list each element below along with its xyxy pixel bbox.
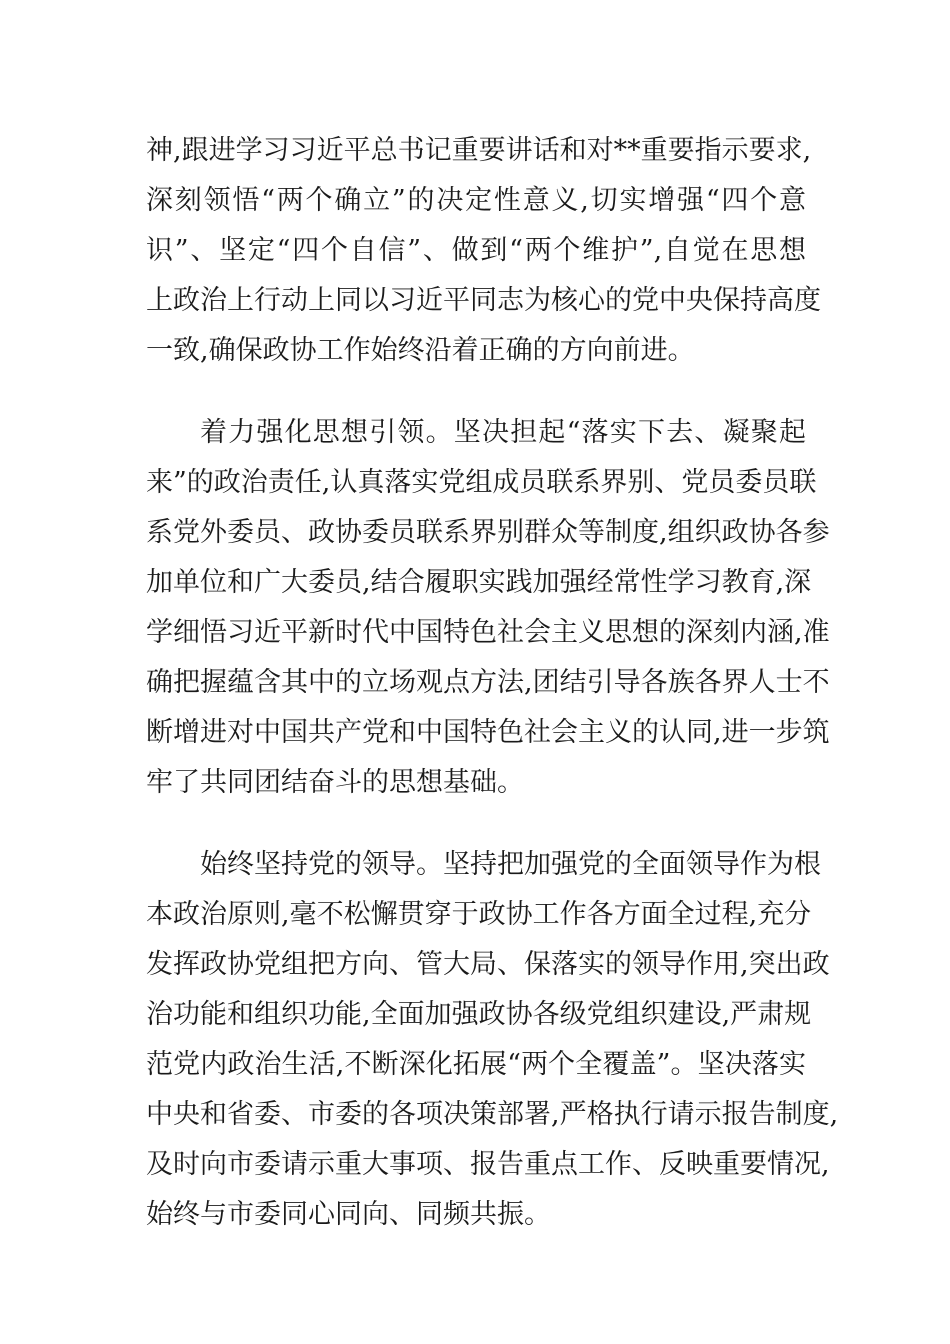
paragraph-3-line-7: 及时向市委请示重大事项、报告重点工作、反映重要情况, (146, 1149, 830, 1180)
paragraph-2-line-8: 牢了共同团结奋斗的思想基础。 (146, 767, 524, 798)
paragraph-1-line-1: 神,跟进学习习近平总书记重要讲话和对**重要指示要求, (146, 135, 812, 166)
paragraph-1-line-2: 深刻领悟“两个确立”的决定性意义,切实增强“四个意 (146, 185, 806, 216)
paragraph-3-line-2: 本政治原则,毫不松懈贯穿于政协工作各方面全过程,充分 (146, 899, 812, 930)
paragraph-2-line-4: 加单位和广大委员,结合履职实践加强经常性学习教育,深 (146, 567, 812, 598)
paragraph-1-line-3: 识”、坚定“四个自信”、做到“两个维护”,自觉在思想 (146, 235, 806, 266)
paragraph-2-line-6: 确把握蕴含其中的立场观点方法,团结引导各族各界人士不 (146, 667, 830, 698)
paragraph-1-line-5: 一致,确保政协工作始终沿着正确的方向前进。 (146, 335, 695, 366)
paragraph-1-line-4: 上政治上行动上同以习近平同志为核心的党中央保持高度 (146, 285, 821, 316)
paragraph-3-line-1: 始终坚持党的领导。坚持把加强党的全面领导作为根 (200, 849, 821, 880)
paragraph-3-line-3: 发挥政协党组把方向、管大局、保落实的领导作用,突出政 (146, 949, 830, 980)
paragraph-3-line-8: 始终与市委同心同向、同频共振。 (146, 1199, 551, 1230)
paragraph-3-line-4: 治功能和组织功能,全面加强政协各级党组织建设,严肃规 (146, 999, 812, 1030)
paragraph-2-line-3: 系党外委员、政协委员联系界别群众等制度,组织政协各参 (146, 517, 830, 548)
paragraph-3-line-6: 中央和省委、市委的各项决策部署,严格执行请示报告制度, (146, 1099, 839, 1130)
paragraph-2-line-1: 着力强化思想引领。坚决担起“落实下去、凝聚起 (200, 417, 806, 448)
paragraph-3-line-5: 范党内政治生活,不断深化拓展“两个全覆盖”。坚决落实 (146, 1049, 806, 1080)
paragraph-2-line-5: 学细悟习近平新时代中国特色社会主义思想的深刻内涵,准 (146, 617, 830, 648)
paragraph-2-line-2: 来”的政治责任,认真落实党组成员联系界别、党员委员联 (146, 467, 817, 498)
paragraph-2-line-7: 断增进对中国共产党和中国特色社会主义的认同,进一步筑 (146, 717, 830, 748)
